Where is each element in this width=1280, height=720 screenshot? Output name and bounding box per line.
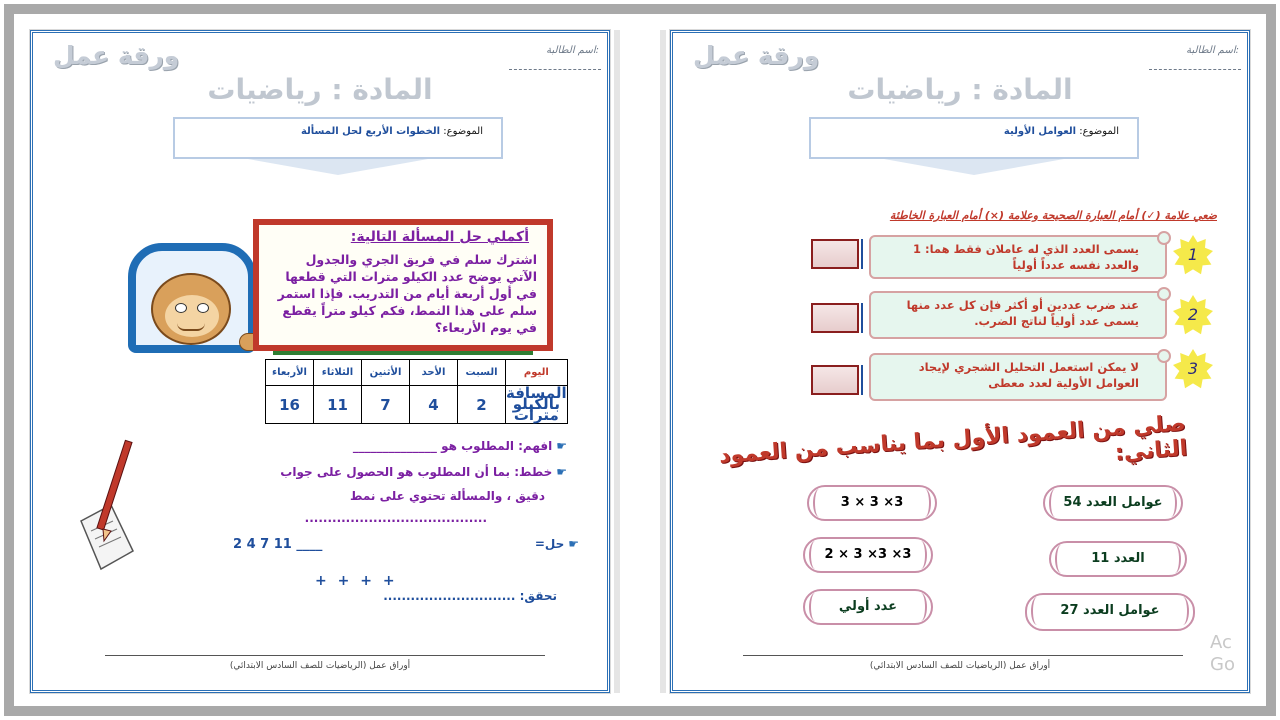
table-cell: الأحد — [410, 360, 458, 386]
statement-scroll-3 — [869, 353, 1167, 401]
answer-tick — [861, 365, 867, 395]
monkey-mouth — [177, 323, 205, 331]
table-cell: الأثنين — [362, 360, 410, 386]
subject-heading: المادة : رياضيات — [847, 73, 1073, 106]
statement-text-2: عند ضرب عددين أو أكثر فإن كل عدد منها يسمى عدد أولياً لناتج الضرب. — [906, 298, 1139, 328]
pointer-icon: ☛ — [556, 439, 567, 453]
solve-sequence: 2 4 7 11 ____ — [233, 537, 323, 552]
monkey-eye-left — [175, 303, 187, 313]
table-cell: 2 — [458, 386, 506, 424]
table-cell: 7 — [362, 386, 410, 424]
answer-box-2[interactable] — [811, 303, 859, 333]
watermark-line-2: Go — [1210, 654, 1235, 675]
statement-number-1: 1 — [1187, 245, 1199, 264]
topic-label: الموضوع: — [443, 126, 483, 137]
answer-tick — [861, 239, 867, 269]
student-name-label: اسم الطالبة: — [546, 45, 599, 56]
worksheet-page-left — [30, 30, 610, 693]
answer-tick — [861, 303, 867, 333]
column-two-item-2[interactable]: 2 × 3 ×3 ×3 — [803, 537, 933, 573]
topic-box — [173, 117, 503, 159]
statement-number-2: 2 — [1187, 305, 1199, 324]
worksheet-title: ورقة عمل — [53, 41, 180, 70]
step-understand-text: افهم: المطلوب هو ______________ — [352, 439, 553, 453]
page-gutter — [620, 28, 660, 694]
hops-text: + + + + — [315, 573, 398, 589]
statement-scroll-2 — [869, 291, 1167, 339]
page-edge-right — [660, 30, 666, 693]
table-row — [266, 360, 568, 386]
statement-text-1: يسمى العدد الذي له عاملان فقط هما: 1 والعدد نفسه عدداً أولياً — [913, 242, 1139, 272]
table-cell: 11 — [314, 386, 362, 424]
student-name-line — [1149, 69, 1241, 70]
problem-text: اشترك سلم في فريق الجري والجدول الآتي يوضح عدد الكيلو مترات التي قطعها في أول أربعة أيام من التدريب. فإذا استمر سلم على هذا النمط، فكم كيلو متراً يقطع في يوم الأربعاء؟ — [277, 252, 537, 335]
statement-text-3: لا يمكن استعمل التحليل الشجري لإيجاد العوامل الأولية لعدد معطى — [918, 360, 1139, 390]
statement-number-3: 3 — [1187, 359, 1199, 378]
step-plan — [280, 465, 567, 479]
problem-title: أكملي حل المسألة التالية: — [350, 229, 529, 245]
step-understand — [353, 439, 567, 453]
table-cell: السبت — [458, 360, 506, 386]
topic-text — [1004, 125, 1119, 138]
problem-board — [253, 219, 553, 351]
topic-label: الموضوع: — [1079, 126, 1119, 137]
step-solve-label — [535, 537, 579, 551]
pointer-icon: ☛ — [568, 537, 579, 551]
table-row-header: اليوم — [506, 360, 568, 386]
step-plan-text: خطط: بما أن المطلوب هو الحصول على جواب — [280, 465, 553, 479]
table-cell: الثلاثاء — [314, 360, 362, 386]
distance-table — [265, 359, 568, 424]
answer-box-1[interactable] — [811, 239, 859, 269]
page-footer: أوراق عمل (الرياضيات للصف السادس الابتدائي) — [869, 661, 1051, 671]
answer-box-3[interactable] — [811, 365, 859, 395]
table-cell: 4 — [410, 386, 458, 424]
step-plan-line2: دقيق ، والمسألة تحتوي على نمط — [349, 489, 545, 503]
topic-arrow — [884, 159, 1064, 175]
column-two-item-3[interactable]: عدد أولي — [803, 589, 933, 625]
solve-label-text: حل= — [534, 537, 565, 551]
worksheet-title: ورقة عمل — [693, 41, 820, 70]
topic-arrow — [248, 159, 428, 175]
table-cell: الأربعاء — [266, 360, 314, 386]
student-name-line — [509, 69, 601, 70]
scroll-curl — [1157, 231, 1171, 245]
topic-value: الخطوات الأربع لحل المسألة — [300, 126, 441, 137]
footer-divider — [105, 655, 545, 656]
scroll-curl — [1157, 349, 1171, 363]
step-check: تحقق: ............................. — [383, 589, 557, 603]
column-one-item-3[interactable]: عوامل العدد 27 — [1025, 593, 1195, 631]
student-name-label: اسم الطالبة: — [1186, 45, 1239, 56]
topic-value: العوامل الأولية — [1003, 126, 1077, 137]
column-two-item-1[interactable]: 3 × 3 ×3 — [807, 485, 937, 521]
monkey-eye-right — [197, 303, 209, 313]
instruction-text: ضعي علامة (✓) أمام العبارة الصحيحة وعلامة (×) أمام العبارة الخاطئة — [889, 209, 1217, 222]
scroll-curl — [1157, 287, 1171, 301]
pointer-icon: ☛ — [556, 465, 567, 479]
statement-scroll-1 — [869, 235, 1167, 279]
board-stand — [273, 351, 533, 355]
activation-watermark — [1210, 632, 1235, 676]
page-footer: أوراق عمل (الرياضيات للصف السادس الابتدائي) — [229, 661, 411, 671]
table-cell: 16 — [266, 386, 314, 424]
worksheet-page-right — [670, 30, 1250, 693]
pencil-paper-icon — [77, 433, 137, 573]
table-row-header: المسافة بالكيلو مترات — [506, 384, 567, 424]
matching-title: صلي من العمود الأول بما يناسب من العمود الثاني: — [718, 411, 1189, 469]
watermark-line-1: Ac — [1210, 632, 1232, 653]
table-row — [266, 386, 568, 424]
page-edge-left — [614, 30, 620, 693]
column-one-item-1[interactable]: عوامل العدد 54 — [1043, 485, 1183, 521]
footer-divider — [743, 655, 1183, 656]
topic-text — [301, 125, 483, 138]
sequence-hops — [315, 573, 398, 589]
topic-box — [809, 117, 1139, 159]
subject-heading: المادة : رياضيات — [207, 73, 433, 106]
step-plan-line3: ........................................ — [304, 511, 487, 525]
column-one-item-2[interactable]: العدد 11 — [1049, 541, 1187, 577]
